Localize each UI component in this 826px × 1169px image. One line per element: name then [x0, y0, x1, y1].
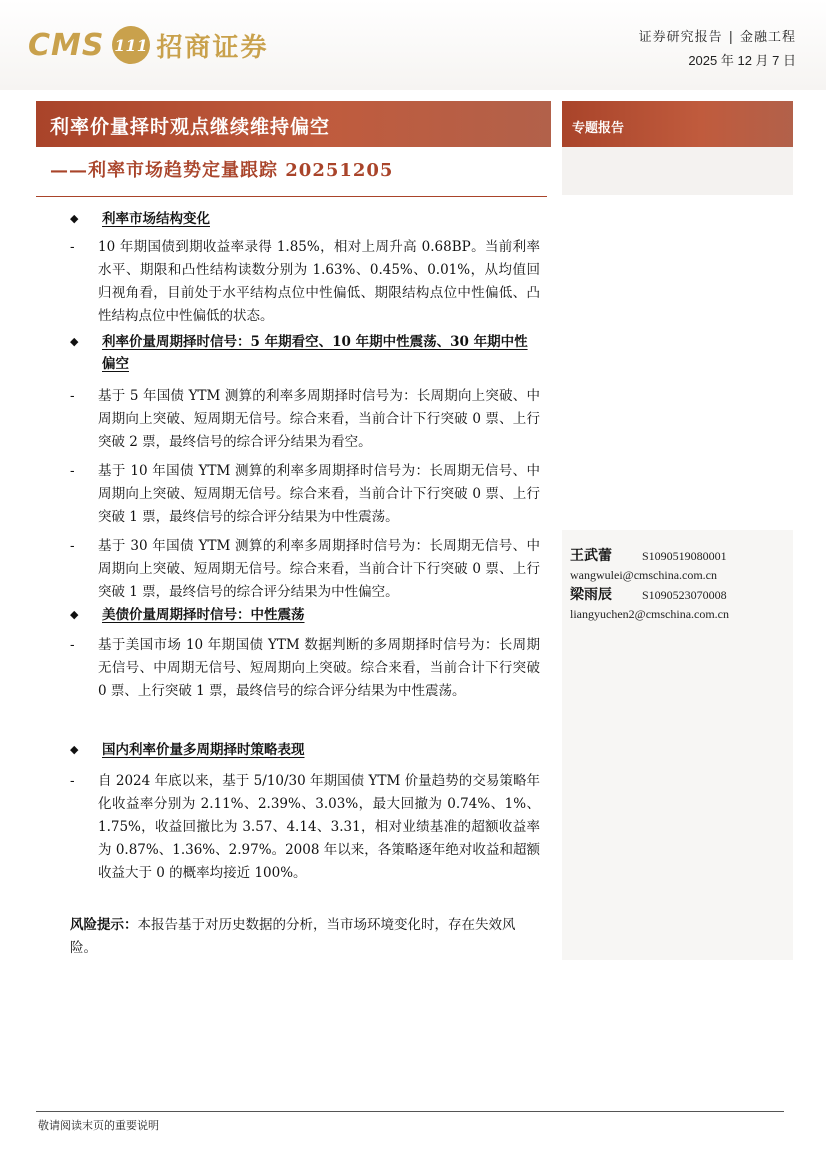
title-divider	[36, 196, 547, 197]
analyst-name: 梁雨辰	[570, 587, 612, 603]
analyst-email[interactable]: liangyuchen2@cmschina.com.cn	[570, 607, 729, 621]
item-text: 10 年期国债到期收益率录得 1.85%，相对上周升高 0.68BP。当前利率水平、期限和凸性结构读数分别为 1.63%、0.45%、0.01%，从均值回归视角看，目前处于水平结构点位中性偏低、期限结构点位中性偏低、凸性结构点位中性偏低的状态。	[98, 239, 540, 324]
side-shade-top	[562, 147, 793, 195]
section-heading	[70, 208, 540, 230]
report-date: 2025 年 12 月 7 日	[688, 53, 796, 68]
footer-divider	[36, 1111, 784, 1112]
risk-label: 风险提示：	[70, 917, 138, 933]
section-structure	[70, 208, 540, 328]
analyst-cert: S1090519080001	[642, 549, 727, 563]
item-text: 自 2024 年底以来，基于 5/10/30 年期国债 YTM 价量趋势的交易策略年化收益率分别为 2.11%、2.39%、3.03%，最大回撤为 0.74%、1%、1.75%，收益回撤比为 3.57、4.14、3.31，相对业绩基准的超额收益率为 0.87%、1.36%、2.97%。2008 年以来，各策略逐年绝对收益和超额收益大于 0 的概率均接近 100%。	[98, 773, 540, 881]
footer-note: 敬请阅读末页的重要说明	[38, 1119, 159, 1132]
dash-marker: -	[70, 538, 75, 554]
logo-emblem-icon	[112, 26, 150, 64]
dash-marker: -	[70, 239, 75, 255]
svg-text:111: 111	[114, 36, 149, 55]
section-heading	[70, 739, 540, 761]
analyst-card	[570, 545, 727, 583]
dash-marker: -	[70, 388, 75, 404]
logo-chinese: 招商证券	[156, 32, 269, 63]
doc-type-line	[639, 26, 796, 45]
report-title: 利率价量择时观点继续维持偏空	[50, 116, 331, 138]
list-item	[70, 535, 540, 604]
section-heading-text: 利率价量周期择时信号：5 年期看空、10 年期中性震荡、30 年期中性偏空	[102, 334, 528, 372]
item-text: 基于 30 年国债 YTM 测算的利率多周期择时信号为：长周期无信号、中周期向上突破、短周期无信号。综合来看，当前合计下行突破 0 票、上行突破 1 票，最终信号的综合评分结果为中性偏空。	[98, 538, 540, 600]
report-subtitle: ——利率市场趋势定量跟踪 20251205	[50, 160, 394, 181]
doc-category: 金融工程	[739, 30, 796, 45]
analyst-cert: S1090523070008	[642, 588, 727, 602]
title-bar	[36, 101, 551, 147]
section-heading	[70, 604, 540, 626]
diamond-bullet-icon: ◆	[70, 743, 79, 756]
item-text: 基于 10 年国债 YTM 测算的利率多周期择时信号为：长周期无信号、中周期向上突破、短周期无信号。综合来看，当前合计下行突破 0 票、上行突破 1 票，最终信号的综合评分结果为中性震荡。	[98, 463, 540, 525]
section-heading-text: 利率市场结构变化	[102, 211, 210, 227]
section-heading-text: 国内利率价量多周期择时策略表现	[102, 742, 305, 758]
list-item	[70, 770, 540, 885]
doc-type: 证券研究报告	[638, 30, 723, 45]
risk-warning	[70, 914, 540, 960]
list-item	[70, 460, 540, 529]
company-logo	[28, 22, 269, 68]
dash-marker: -	[70, 637, 75, 653]
analyst-name: 王武蕾	[570, 548, 612, 564]
list-item	[70, 385, 540, 454]
section-heading	[70, 331, 540, 375]
list-item	[70, 634, 540, 703]
diamond-bullet-icon: ◆	[70, 608, 79, 621]
item-text: 基于美国市场 10 年期国债 YTM 数据判断的多周期择时信号为：长周期无信号、中周期无信号、短周期向上突破。综合来看，当前合计下行突破 0 票、上行突破 1 票，最终信号的综合评分结果为中性震荡。	[98, 637, 540, 699]
section-heading-text: 美债价量周期择时信号：中性震荡	[102, 607, 305, 623]
separator: |	[728, 30, 734, 45]
dash-marker: -	[70, 463, 75, 479]
diamond-bullet-icon: ◆	[70, 212, 79, 225]
diamond-bullet-icon: ◆	[70, 335, 79, 348]
section-timing-signals	[70, 331, 540, 604]
dash-marker: -	[70, 773, 75, 789]
analyst-card	[570, 584, 729, 622]
section-us-treasury	[70, 604, 540, 703]
risk-text: 本报告基于对历史数据的分析，当市场环境变化时，存在失效风险。	[70, 917, 516, 956]
item-text: 基于 5 年国债 YTM 测算的利率多周期择时信号为：长周期向上突破、中周期向上突破、短周期无信号。综合来看，当前合计下行突破 0 票、上行突破 2 票，最终信号的综合评分结果为看空。	[98, 388, 540, 450]
logo-latin: CMS	[28, 27, 105, 63]
report-tag-bar	[562, 101, 793, 147]
report-tag: 专题报告	[572, 121, 625, 136]
analyst-email[interactable]: wangwulei@cmschina.com.cn	[570, 568, 718, 582]
list-item	[70, 236, 540, 328]
section-strategy-performance	[70, 739, 540, 885]
